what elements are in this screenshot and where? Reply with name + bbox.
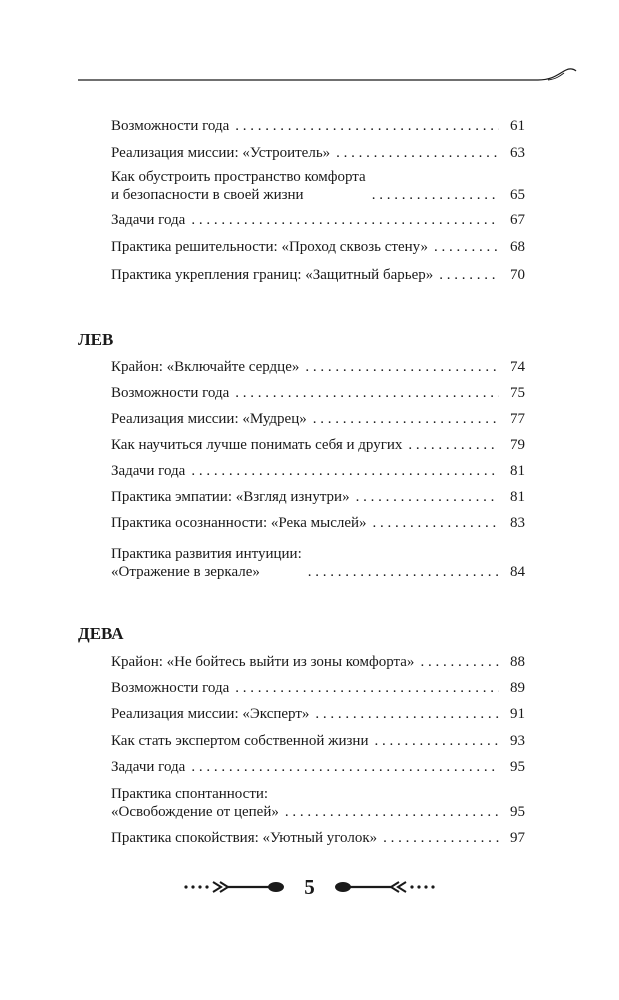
toc-entry[interactable] xyxy=(111,488,525,506)
toc-entry[interactable] xyxy=(111,238,525,256)
toc-page-number: 74 xyxy=(510,359,525,375)
toc-page-number: 68 xyxy=(510,239,525,255)
toc-leader-dots xyxy=(433,266,499,284)
toc-entry[interactable] xyxy=(111,384,525,402)
toc-leader-dots xyxy=(229,679,499,697)
toc-entry-title: Возможности года xyxy=(111,385,230,401)
toc-entry[interactable] xyxy=(111,732,525,750)
toc-entry[interactable] xyxy=(111,785,525,821)
toc-entry-title: Как научиться лучше понимать себя и других xyxy=(111,437,403,453)
toc-entry[interactable] xyxy=(111,545,525,581)
toc-entry-title-line: Практика развития интуиции: xyxy=(111,546,302,562)
toc-entry[interactable] xyxy=(111,653,525,671)
toc-entry-title: Реализация миссии: «Устроитель» xyxy=(111,145,331,161)
toc-leader-dots xyxy=(309,705,499,723)
toc-page-number: 70 xyxy=(510,267,525,283)
toc-entry[interactable] xyxy=(111,679,525,697)
decorative-flourish-rule-icon xyxy=(78,60,578,90)
toc-page-number: 97 xyxy=(510,830,525,846)
toc-leader-dots xyxy=(229,117,499,135)
toc-leader-dots xyxy=(368,732,499,750)
toc-entry[interactable] xyxy=(111,514,525,532)
toc-entry[interactable] xyxy=(111,410,525,428)
toc-leader-dots xyxy=(185,462,499,480)
toc-page-number: 67 xyxy=(510,212,525,228)
page-number: 5 xyxy=(304,874,315,899)
toc-leader-dots xyxy=(428,238,499,256)
toc-entry-title: Задачи года xyxy=(111,212,186,228)
toc-entry-title: Практика эмпатии: «Взгляд изнутри» xyxy=(111,489,350,505)
toc-entry-title-line: Как обустроить пространство комфорта xyxy=(111,169,366,185)
toc-leader-dots xyxy=(307,410,499,428)
toc-entry-title: Крайон: «Не бойтесь выйти из зоны комфорта» xyxy=(111,654,415,670)
toc-page-number: 79 xyxy=(510,437,525,453)
toc-entry-title: Реализация миссии: «Мудрец» xyxy=(111,411,307,427)
toc-leader-dots xyxy=(299,358,499,376)
toc-entry-title: Задачи года xyxy=(111,759,186,775)
toc-leader-dots xyxy=(330,144,499,162)
toc-leader-dots xyxy=(185,211,499,229)
section-heading-deva: ДЕВА xyxy=(78,624,124,643)
toc-leader-dots xyxy=(185,758,499,776)
toc-entry[interactable] xyxy=(111,436,525,454)
toc-entry-title: Практика спокойствия: «Уютный уголок» xyxy=(111,830,378,846)
toc-page-number: 65 xyxy=(510,187,525,203)
toc-leader-dots xyxy=(367,514,499,532)
toc-entry-title-line: «Освобождение от цепей» xyxy=(111,804,279,820)
toc-entry[interactable] xyxy=(111,117,525,135)
toc-leader-dots xyxy=(279,803,499,821)
toc-page-number: 88 xyxy=(510,654,525,670)
toc-entry-title-line: и безопасности в своей жизни xyxy=(111,187,304,203)
toc-page-number: 93 xyxy=(510,733,525,749)
toc-entry[interactable] xyxy=(111,758,525,776)
toc-page-number: 84 xyxy=(510,564,525,580)
ornament-right-icon xyxy=(329,878,439,896)
toc-leader-dots xyxy=(229,384,499,402)
toc-entry-title xyxy=(111,545,302,581)
page-footer xyxy=(0,872,619,902)
toc-entry[interactable] xyxy=(111,211,525,229)
toc-page-number: 81 xyxy=(510,489,525,505)
toc-entry-title: Практика решительности: «Проход сквозь стену» xyxy=(111,239,429,255)
toc-entry-title: Практика укрепления границ: «Защитный барьер» xyxy=(111,267,434,283)
toc-page-number: 95 xyxy=(510,804,525,820)
toc-entry-title xyxy=(111,785,279,821)
toc-page-number: 81 xyxy=(510,463,525,479)
toc-leader-dots xyxy=(350,488,499,506)
toc-entry[interactable] xyxy=(111,168,525,204)
toc-entry[interactable] xyxy=(111,705,525,723)
toc-leader-dots xyxy=(377,829,499,847)
toc-entry-title-line: Практика спонтанности: xyxy=(111,786,269,802)
section-heading-lev: ЛЕВ xyxy=(78,330,114,349)
toc-entry[interactable] xyxy=(111,144,525,162)
toc-leader-dots xyxy=(414,653,499,671)
toc-entry-title: Реализация миссии: «Эксперт» xyxy=(111,706,310,722)
toc-page-number: 63 xyxy=(510,145,525,161)
toc-entry-title xyxy=(111,168,366,204)
toc-leader-dots xyxy=(402,436,499,454)
toc-entry-title: Возможности года xyxy=(111,680,230,696)
toc-entry[interactable] xyxy=(111,829,525,847)
toc-page-number: 75 xyxy=(510,385,525,401)
toc-page-number: 77 xyxy=(510,411,525,427)
toc-entry-title-line: «Отражение в зеркале» xyxy=(111,564,260,580)
toc-page-number: 89 xyxy=(510,680,525,696)
toc-entry[interactable] xyxy=(111,266,525,284)
toc-entry-title: Как стать экспертом собственной жизни xyxy=(111,733,369,749)
toc-entry-title: Практика осознанности: «Река мыслей» xyxy=(111,515,367,531)
toc-leader-dots xyxy=(302,563,499,581)
toc-entry-title: Крайон: «Включайте сердце» xyxy=(111,359,300,375)
toc-page-number: 95 xyxy=(510,759,525,775)
toc-page-number: 83 xyxy=(510,515,525,531)
ornament-left-icon xyxy=(180,878,290,896)
toc-entry[interactable] xyxy=(111,358,525,376)
toc-entry-title: Возможности года xyxy=(111,118,230,134)
toc-entry-title: Задачи года xyxy=(111,463,186,479)
toc-leader-dots xyxy=(366,186,499,204)
toc-page-number: 91 xyxy=(510,706,525,722)
toc-page-number: 61 xyxy=(510,118,525,134)
toc-entry[interactable] xyxy=(111,462,525,480)
